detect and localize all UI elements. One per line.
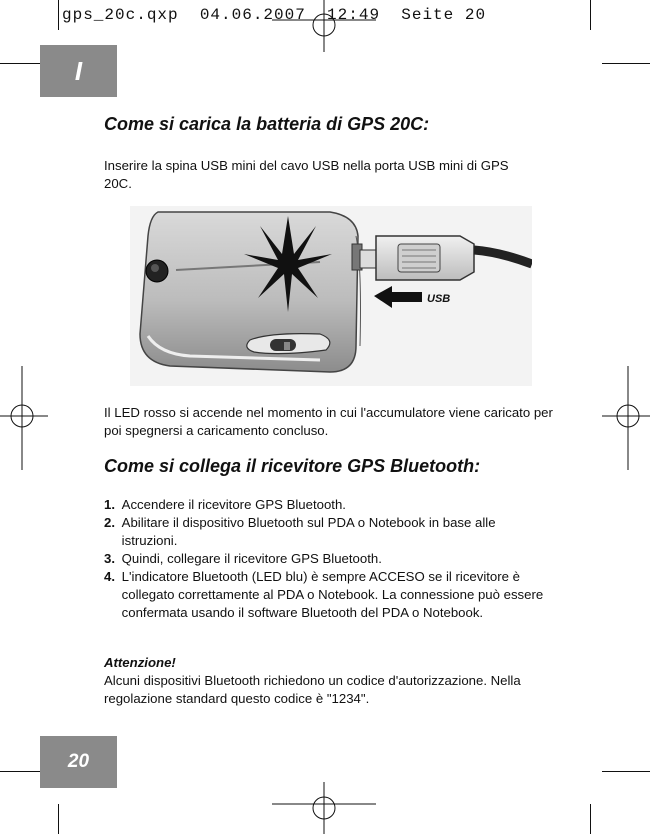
charging-intro-text: Inserire la spina USB mini del cavo USB nella porta USB mini di GPS 20C. bbox=[104, 158, 509, 191]
registration-mark-right bbox=[602, 366, 650, 470]
step-text: L'indicatore Bluetooth (LED blu) è sempre ACCESO se il ricevitore è collegato correttamente al PDA o Notebook. La connessione può essere confermata usando il software Bluetooth del PDA o Notebook. bbox=[121, 569, 544, 620]
usb-charging-illustration bbox=[130, 206, 532, 386]
step-number: 1. bbox=[104, 497, 115, 512]
note-title: Attenzione! bbox=[104, 655, 176, 670]
led-info-text: Il LED rosso si accende nel momento in cui l'accumulatore viene caricato per poi spegnersi a caricamento concluso. bbox=[104, 405, 553, 438]
step-text: Quindi, collegare il ricevitore GPS Bluetooth. bbox=[121, 551, 382, 566]
crop-mark bbox=[590, 804, 591, 834]
list-item bbox=[104, 568, 574, 622]
registration-mark-top bbox=[272, 0, 376, 52]
crop-mark bbox=[0, 63, 40, 64]
slide-switch-icon bbox=[270, 339, 296, 351]
crop-mark bbox=[602, 771, 650, 772]
section-heading-bluetooth: Come si collega il ricevitore GPS Bluetooth: bbox=[104, 456, 481, 476]
note-block bbox=[104, 654, 544, 708]
crop-mark bbox=[58, 804, 59, 834]
crop-mark bbox=[590, 0, 591, 30]
registration-mark-left bbox=[0, 366, 48, 470]
list-item bbox=[104, 550, 574, 568]
crop-mark bbox=[58, 0, 59, 30]
usb-figure-label: USB bbox=[427, 293, 451, 305]
page-number-tab: 20 bbox=[40, 736, 117, 788]
list-item bbox=[104, 496, 574, 514]
step-text: Accendere il ricevitore GPS Bluetooth. bbox=[121, 497, 346, 512]
step-text: Abilitare il dispositivo Bluetooth sul PDA o Notebook in base alle istruzioni. bbox=[121, 515, 496, 548]
language-tab: I bbox=[40, 45, 117, 97]
crop-mark bbox=[602, 63, 650, 64]
registration-mark-bottom bbox=[272, 782, 376, 834]
step-number: 2. bbox=[104, 515, 115, 530]
note-text: Alcuni dispositivi Bluetooth richiedono un codice d'autorizzazione. Nella regolazione standard questo codice è "1234". bbox=[104, 673, 521, 706]
steps-list bbox=[104, 496, 574, 622]
step-number: 4. bbox=[104, 569, 115, 584]
section-heading-charging: Come si carica la batteria di GPS 20C: bbox=[104, 114, 430, 134]
list-item bbox=[104, 514, 574, 550]
step-number: 3. bbox=[104, 551, 115, 566]
print-slug: gps_20c.qxp 04.06.2007 12:49 Seite 20 bbox=[62, 6, 487, 24]
crop-mark bbox=[0, 771, 40, 772]
